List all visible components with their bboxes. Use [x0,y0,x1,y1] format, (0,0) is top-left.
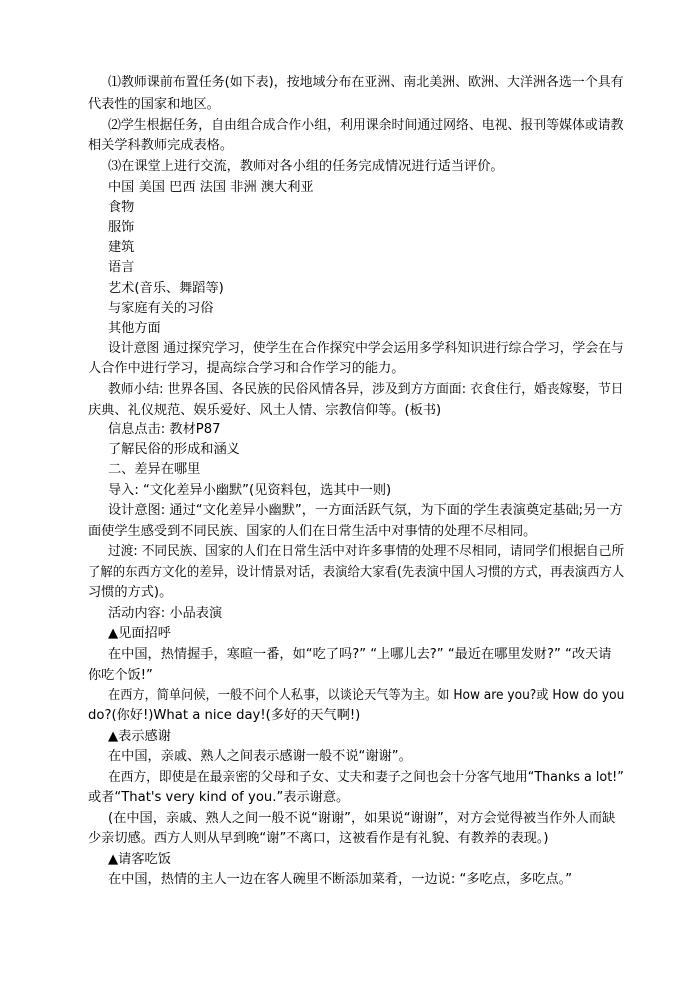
text-line: 教师小结: 世界各国、各民族的民俗风情各异，涉及到方方面面: 衣食住行，婚丧嫁娶，节日 [108,382,624,397]
text-line: 建筑 [108,240,135,255]
text-line: 面使学生感受到不同民族、国家的人们在日常生活中对事情的处理不尽相同。 [88,524,537,539]
text-line: 与家庭有关的习俗 [108,301,214,316]
text-line: 或者“That's very kind of you.”表示谢意。 [88,790,350,805]
text-line: 在中国，热情的主人一边在客人碗里不断添加菜肴，一边说: “多吃点，多吃点。” [108,872,573,887]
section-heading: 二、差异在哪里 [108,462,201,477]
subheading: ▲见面招呼 [108,626,171,641]
text-line: 在中国，亲戚、熟人之间表示感谢一般不说“谢谢”。 [108,749,412,764]
text-line: ⑶在课堂上进行交流，教师对各小组的任务完成情况进行适当评价。 [108,159,504,174]
text-line: 设计意图: 通过“文化差异小幽默”，一方面活跃气氛，为下面的学生表演奠定基础;另一方 [108,503,623,518]
text-line: 活动内容: 小品表演 [108,606,223,621]
text-line: 其他方面 [108,321,161,336]
text-line: 语言 [108,260,135,275]
subheading: ▲表示感谢 [108,729,171,744]
text-line: 少亲切感。西方人则从早到晚“谢”不离口，这被看作是有礼貌、有教养的表现。) [88,831,549,846]
text-line: ⑵学生根据任务，自由组合成合作小组，利用课余时间通过网络、电视、报刊等媒体或请教 [108,118,624,133]
text-line: 过渡: 不同民族、国家的人们在日常生活中对许多事情的处理不尽相同，请同学们根据自己所 [108,544,625,559]
text-line: ⑴教师课前布置任务(如下表)，按地域分布在亚洲、南北美洲、欧洲、大洋洲各选一个具有 [108,75,624,90]
text-line: 服饰 [108,220,135,235]
text-line: 信息点击: 教材P87 [108,422,221,437]
text-line: 食物 [108,200,135,215]
text-line: 设计意图 通过探究学习，使学生在合作探究中学会运用多学科知识进行综合学习，学会在与 [108,341,624,356]
text-line: 相关学科教师完成表格。 [88,138,234,153]
text-line: do?(你好!)What a nice day!(多好的天气啊!) [88,708,361,723]
text-line: 艺术(音乐、舞蹈等) [108,281,224,296]
subheading: ▲请客吃饭 [108,852,171,867]
text-line: 导入: “文化差异小幽默”(见资料包，选其中一则) [108,483,392,498]
text-line: 人合作中进行学习，提高综合学习和合作学习的能力。 [88,361,405,376]
text-line: (在中国，亲戚、熟人之间一般不说“谢谢”，如果说“谢谢”，对方会觉得被当作外人而缺 [108,811,616,826]
text-line: 在西方，简单问候，一般不问个人私事，以谈论天气等为主。如 How are you?或 How do you [108,688,625,703]
text-line: 你吃个饭!” [88,668,153,683]
text-line: 在中国，热情握手，寒暄一番，如“吃了吗?” “上哪儿去?” “最近在哪里发财?” “改天请 [108,647,612,662]
text-line: 习惯的方式)。 [88,585,173,600]
text-line: 中国 美国 巴西 法国 非洲 澳大利亚 [108,180,314,195]
text-line: 庆典、礼仪规范、娱乐爱好、风土人情、宗教信仰等。(板书) [88,403,442,418]
text-line: 代表性的国家和地区。 [88,97,220,112]
text-line: 了解的东西方文化的差异，设计情景对话，表演给大家看(先表演中国人习惯的方式，再表演西方人 [88,565,625,580]
text-line: 在西方，即使是在最亲密的父母和子女、丈夫和妻子之间也会十分客气地用“Thanks a lot!” [108,770,624,785]
text-line: 了解民俗的形成和涵义 [108,442,240,457]
